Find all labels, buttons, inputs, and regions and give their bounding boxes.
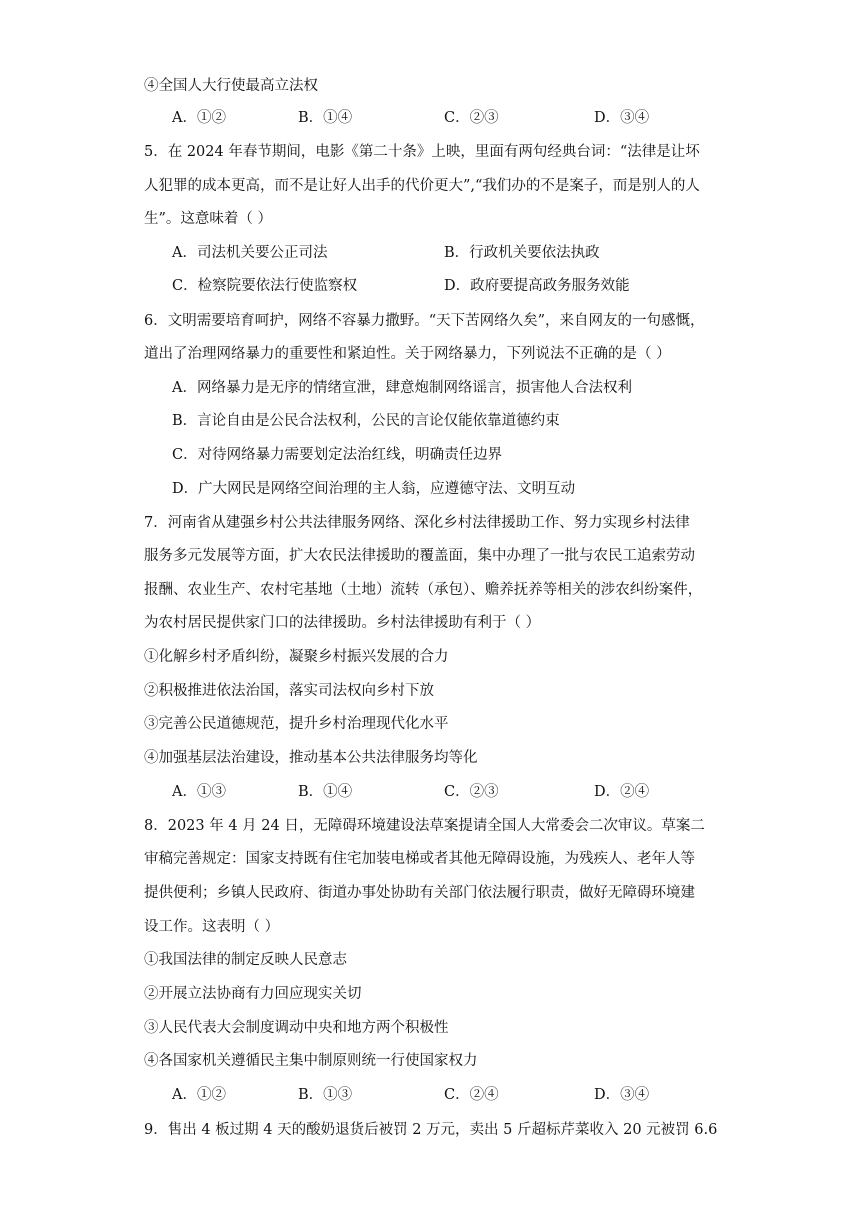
q5-option-c[interactable]: C．检察院要依法行使监察权 xyxy=(172,278,358,294)
q5-option-b[interactable]: B．行政机关要依法执政 xyxy=(444,245,600,261)
q7-statement-1: ①化解乡村矛盾纠纷，凝聚乡村振兴发展的合力 xyxy=(144,649,449,665)
q8-option-c[interactable]: C．②④ xyxy=(444,1087,499,1103)
q7-stem-line-4: 为农村居民提供家门口的法律援助。乡村法律援助有利于（ ） xyxy=(144,615,541,631)
q8-statement-3: ③人民代表大会制度调动中央和地方两个积极性 xyxy=(144,1020,449,1036)
q6-option-d[interactable]: D．广大网民是网络空间治理的主人翁，应遵德守法、文明互动 xyxy=(172,481,576,497)
q7-statement-2: ②积极推进依法治国，落实司法权向乡村下放 xyxy=(144,683,434,699)
q7-option-a[interactable]: A．①③ xyxy=(172,784,226,800)
q7-option-d[interactable]: D．②④ xyxy=(594,784,650,800)
q5-option-d[interactable]: D．政府要提高政务服务效能 xyxy=(444,278,630,294)
q8-stem-line-3: 提供便利；乡镇人民政府、街道办事处协助有关部门依法履行职责，做好无障碍环境建 xyxy=(144,885,695,901)
q5-option-a[interactable]: A．司法机关要公正司法 xyxy=(172,245,328,261)
q4-option-c[interactable]: C．②③ xyxy=(444,110,499,126)
q8-option-d[interactable]: D．③④ xyxy=(594,1087,650,1103)
q7-option-b[interactable]: B．①④ xyxy=(298,784,353,800)
q9-stem-line-1: 9．售出 4 板过期 4 天的酸奶退货后被罚 2 万元，卖出 5 斤超标芹菜收入 20 元被罚 6.6 xyxy=(144,1122,718,1138)
q4-option-b[interactable]: B．①④ xyxy=(298,110,353,126)
q8-option-b[interactable]: B．①③ xyxy=(298,1087,353,1103)
q4-option-d[interactable]: D．③④ xyxy=(594,110,650,126)
q6-stem-line-1: 6．文明需要培育呵护，网络不容暴力撒野。“天下苦网络久矣”，来自网友的一句感慨， xyxy=(144,313,705,329)
q7-stem-line-1: 7．河南省从建强乡村公共法律服务网络、深化乡村法律援助工作、努力实现乡村法律 xyxy=(144,515,690,531)
q8-statement-2: ②开展立法协商有力回应现实关切 xyxy=(144,986,362,1002)
q7-option-c[interactable]: C．②③ xyxy=(444,784,499,800)
q6-option-b[interactable]: B．言论自由是公民合法权利，公民的言论仅能依靠道德约束 xyxy=(172,413,560,429)
q4-option-a[interactable]: A．①② xyxy=(172,110,226,126)
q8-statement-1: ①我国法律的制定反映人民意志 xyxy=(144,952,347,968)
q6-option-c[interactable]: C．对待网络暴力需要划定法治红线，明确责任边界 xyxy=(172,447,503,463)
q6-option-a[interactable]: A．网络暴力是无序的情绪宣泄，肆意炮制网络谣言，损害他人合法权利 xyxy=(172,380,632,396)
q4-statement-4: ④全国人大行使最高立法权 xyxy=(144,78,318,94)
q8-stem-line-4: 设工作。这表明（ ） xyxy=(144,919,280,935)
q5-stem-line-2: 人犯罪的成本更高，而不是让好人出手的代价更大”,“我们办的不是案子，而是别人的人 xyxy=(144,178,700,194)
q5-stem-line-3: 生”。这意味着（ ） xyxy=(144,211,273,227)
q7-statement-3: ③完善公民道德规范，提升乡村治理现代化水平 xyxy=(144,716,449,732)
q7-stem-line-2: 服务多元发展等方面，扩大农民法律援助的覆盖面，集中办理了一批与农民工追索劳动 xyxy=(144,548,695,564)
q8-stem-line-1: 8．2023 年 4 月 24 日，无障碍环境建设法草案提请全国人大常委会二次审议。草案二 xyxy=(144,818,705,834)
q8-stem-line-2: 审稿完善规定：国家支持既有住宅加装电梯或者其他无障碍设施，为残疾人、老年人等 xyxy=(144,851,695,867)
q5-stem-line-1: 5．在 2024 年春节期间，电影《第二十条》上映，里面有两句经典台词：“法律是让坏 xyxy=(144,144,700,160)
q7-stem-line-3: 报酬、农业生产、农村宅基地（土地）流转（承包）、赡养抚养等相关的涉农纠纷案件， xyxy=(144,582,703,598)
q8-statement-4: ④各国家机关遵循民主集中制原则统一行使国家权力 xyxy=(144,1053,478,1069)
q7-statement-4: ④加强基层法治建设，推动基本公共法律服务均等化 xyxy=(144,750,478,766)
q6-stem-line-2: 道出了治理网络暴力的重要性和紧迫性。关于网络暴力，下列说法不正确的是（ ） xyxy=(144,346,671,362)
q8-option-a[interactable]: A．①② xyxy=(172,1087,226,1103)
